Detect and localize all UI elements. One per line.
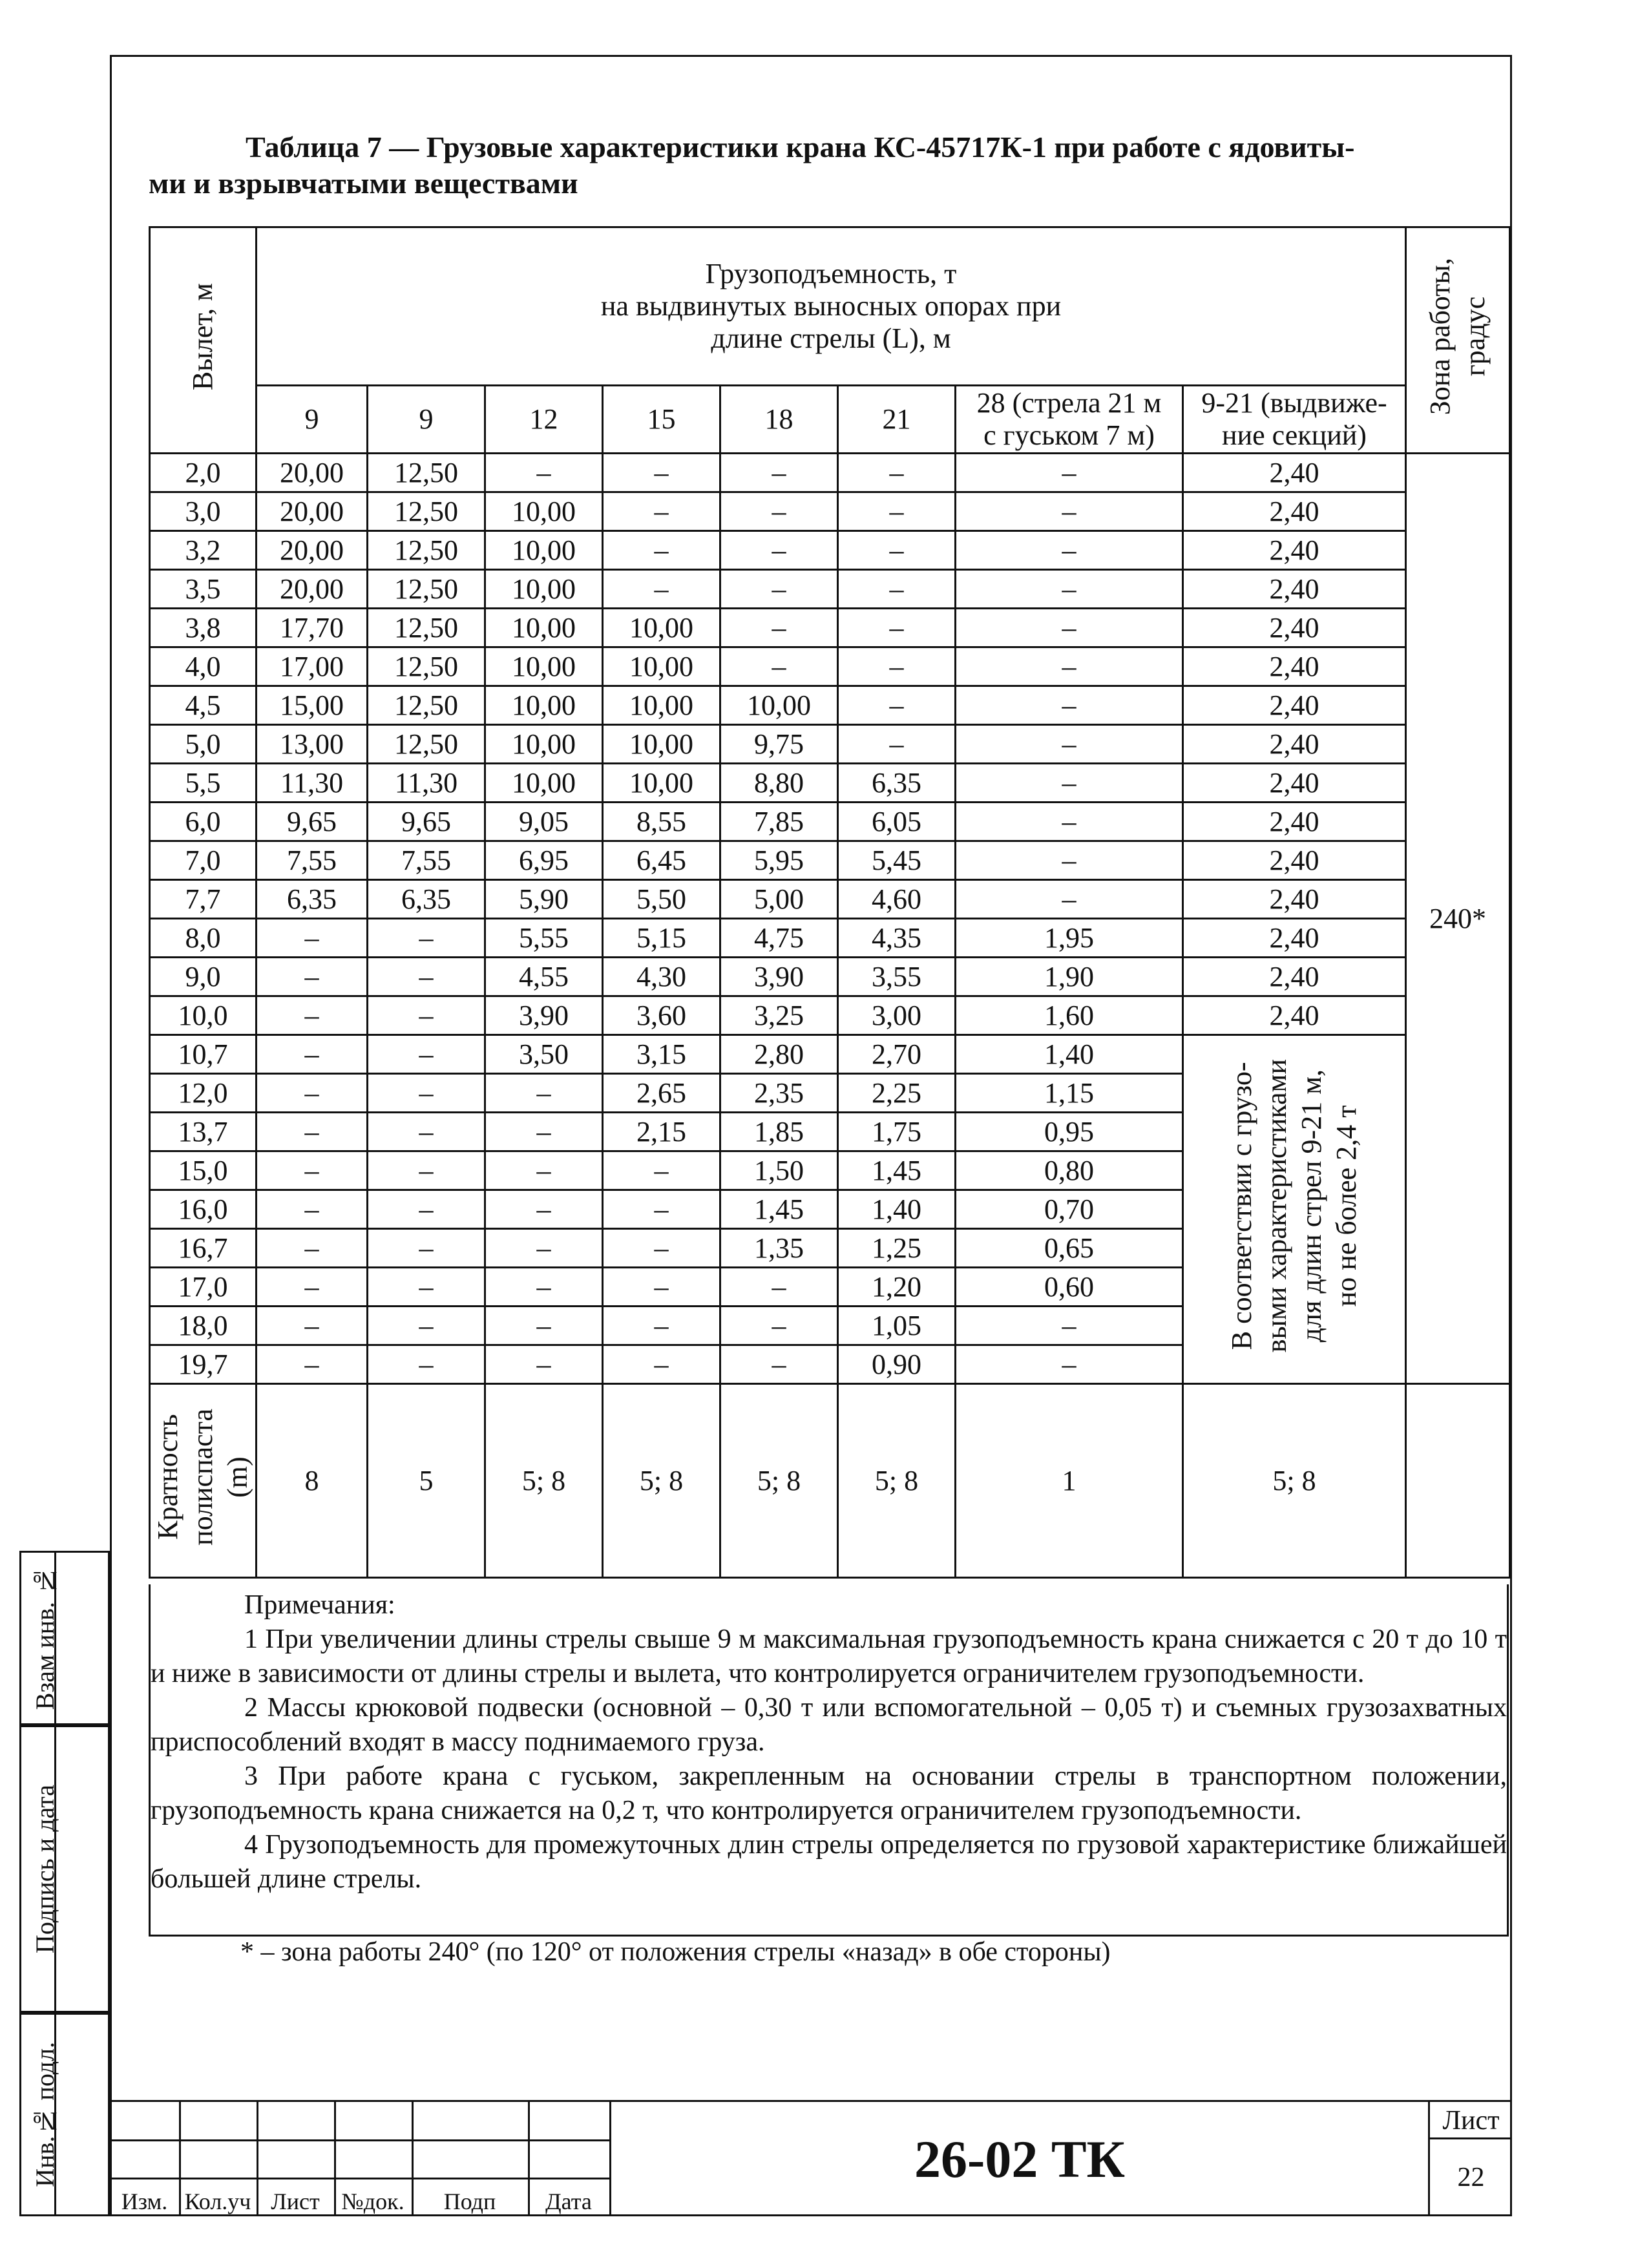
capacity-cell-9-21: 2,40 <box>1183 958 1406 996</box>
capacity-cell: 10,00 <box>485 609 603 647</box>
header-boom-18: 18 <box>720 386 838 454</box>
capacity-cell: 6,35 <box>838 764 956 803</box>
table-row <box>150 686 1510 725</box>
outreach-cell: 5,0 <box>150 725 257 764</box>
capacity-cell: – <box>720 1268 838 1307</box>
capacity-cell-9-21: 2,40 <box>1183 609 1406 647</box>
capacity-cell: – <box>956 454 1183 492</box>
outreach-cell: 17,0 <box>150 1268 257 1307</box>
capacity-cell: – <box>368 958 485 996</box>
capacity-cell: 5,50 <box>603 880 720 919</box>
capacity-cell: 9,65 <box>257 803 368 841</box>
capacity-cell: 1,90 <box>956 958 1183 996</box>
notes-block <box>149 1584 1509 1937</box>
capacity-cell: 0,95 <box>956 1113 1183 1151</box>
reeving-cell: 5; 8 <box>838 1384 956 1578</box>
capacity-cell: 3,00 <box>838 996 956 1035</box>
capacity-cell: 3,90 <box>485 996 603 1035</box>
capacity-cell: 3,15 <box>603 1035 720 1074</box>
capacity-cell: 4,55 <box>485 958 603 996</box>
capacity-cell: – <box>956 570 1183 609</box>
capacity-cell: – <box>603 1307 720 1345</box>
stamp-sign-date: Подпись и дата <box>19 1725 110 2013</box>
table-row <box>150 492 1510 531</box>
header-capacity: Грузоподъемность, т на выдвинутых выносных опорах при длине стрелы (L), м <box>257 227 1406 386</box>
capacity-cell: 12,50 <box>368 647 485 686</box>
capacity-cell: – <box>956 803 1183 841</box>
capacity-cell: 10,00 <box>603 686 720 725</box>
capacity-cell: 0,70 <box>956 1190 1183 1229</box>
capacity-cell: – <box>257 1074 368 1113</box>
capacity-cell: 10,00 <box>603 725 720 764</box>
capacity-cell: 7,55 <box>368 841 485 880</box>
capacity-cell: 3,60 <box>603 996 720 1035</box>
capacity-cell: 1,05 <box>838 1307 956 1345</box>
capacity-cell: 1,95 <box>956 919 1183 958</box>
reeving-cell: 5 <box>368 1384 485 1578</box>
reeving-cell: 1 <box>956 1384 1183 1578</box>
capacity-cell: 13,00 <box>257 725 368 764</box>
table-row <box>150 531 1510 570</box>
capacity-cell: 17,70 <box>257 609 368 647</box>
capacity-cell: 1,45 <box>720 1190 838 1229</box>
capacity-cell: 20,00 <box>257 570 368 609</box>
capacity-cell: 0,60 <box>956 1268 1183 1307</box>
capacity-cell: 1,50 <box>720 1151 838 1190</box>
header-boom-15: 15 <box>603 386 720 454</box>
header-boom-12: 12 <box>485 386 603 454</box>
capacity-cell: 1,85 <box>720 1113 838 1151</box>
reeving-row <box>150 1384 1510 1578</box>
capacity-cell: – <box>485 1190 603 1229</box>
outreach-cell: 2,0 <box>150 454 257 492</box>
capacity-cell: – <box>838 609 956 647</box>
capacity-cell: 12,50 <box>368 531 485 570</box>
outreach-cell: 5,5 <box>150 764 257 803</box>
capacity-cell: – <box>368 1268 485 1307</box>
revision-grid <box>110 2102 609 2216</box>
capacity-cell: 10,00 <box>603 764 720 803</box>
document-number: 26-02 ТК <box>609 2102 1430 2216</box>
capacity-cell: – <box>368 996 485 1035</box>
capacity-cell: – <box>720 1307 838 1345</box>
capacity-cell: 1,75 <box>838 1113 956 1151</box>
capacity-cell: 0,65 <box>956 1229 1183 1268</box>
outreach-cell: 3,5 <box>150 570 257 609</box>
table-row <box>150 880 1510 919</box>
outreach-cell: 18,0 <box>150 1307 257 1345</box>
note-3: 3 При работе крана с гуськом, закрепленным на основании стрелы в транспортном положении, грузоподъемность крана снижается на 0,2 т, что контролируется ограничителем грузоподъемности. <box>151 1761 1507 1825</box>
outreach-cell: 4,0 <box>150 647 257 686</box>
capacity-cell: 4,30 <box>603 958 720 996</box>
capacity-cell: – <box>368 1190 485 1229</box>
table-row <box>150 803 1510 841</box>
outreach-cell: 7,7 <box>150 880 257 919</box>
capacity-cell: – <box>720 531 838 570</box>
capacity-cell: 9,75 <box>720 725 838 764</box>
capacity-cell: 7,85 <box>720 803 838 841</box>
capacity-cell: – <box>838 686 956 725</box>
capacity-cell: 10,00 <box>603 609 720 647</box>
outreach-cell: 10,0 <box>150 996 257 1035</box>
capacity-cell: 6,35 <box>368 880 485 919</box>
capacity-cell-9-21: 2,40 <box>1183 841 1406 880</box>
capacity-cell-9-21: 2,40 <box>1183 647 1406 686</box>
capacity-cell: – <box>257 1229 368 1268</box>
capacity-cell: 1,40 <box>956 1035 1183 1074</box>
capacity-cell-9-21: 2,40 <box>1183 880 1406 919</box>
capacity-cell: 12,50 <box>368 686 485 725</box>
capacity-cell: – <box>838 531 956 570</box>
outreach-cell: 3,2 <box>150 531 257 570</box>
capacity-cell: 1,40 <box>838 1190 956 1229</box>
header-boom-21: 21 <box>838 386 956 454</box>
capacity-cell: – <box>257 996 368 1035</box>
capacity-cell: – <box>485 1268 603 1307</box>
capacity-cell: 3,50 <box>485 1035 603 1074</box>
outreach-cell: 6,0 <box>150 803 257 841</box>
note-1: 1 При увеличении длины стрелы свыше 9 м максимальная грузоподъемность крана снижается с 20 т до 10 т и ниже в зависимости от длины стрелы и вылета, что контролируется ограничителем грузоподъемности. <box>151 1624 1507 1688</box>
capacity-cell: 5,15 <box>603 919 720 958</box>
capacity-cell: – <box>956 764 1183 803</box>
capacity-cell: 11,30 <box>257 764 368 803</box>
note-4: 4 Грузоподъемность для промежуточных длин стрелы определяется по грузовой характеристике ближайшей большей длине стрелы. <box>151 1830 1507 1894</box>
merged-note-cell: В соответствии с грузо- выми характеристиками для длин стрел 9-21 м, но не более 2,4 т <box>1183 1035 1406 1384</box>
capacity-cell: – <box>838 570 956 609</box>
capacity-cell: – <box>368 1113 485 1151</box>
outreach-cell: 19,7 <box>150 1345 257 1384</box>
capacity-cell: – <box>720 609 838 647</box>
capacity-cell: – <box>368 1074 485 1113</box>
capacity-cell: 15,00 <box>257 686 368 725</box>
capacity-cell-9-21: 2,40 <box>1183 764 1406 803</box>
table-title <box>149 129 1506 202</box>
note-2: 2 Массы крюковой подвески (основной – 0,30 т или вспомогательной – 0,05 т) и съемных грузозахватных приспособлений входят в массу поднимаемого груза. <box>151 1693 1507 1757</box>
table-row <box>150 958 1510 996</box>
capacity-cell: 10,00 <box>485 725 603 764</box>
outreach-cell: 3,8 <box>150 609 257 647</box>
outreach-cell: 8,0 <box>150 919 257 958</box>
capacity-cell: 20,00 <box>257 454 368 492</box>
table-row <box>150 647 1510 686</box>
label-list: Лист <box>271 2189 320 2214</box>
capacity-cell: – <box>603 1229 720 1268</box>
capacity-cell: 10,00 <box>485 570 603 609</box>
capacity-cell: 10,00 <box>485 531 603 570</box>
outreach-cell: 13,7 <box>150 1113 257 1151</box>
capacity-cell: 5,45 <box>838 841 956 880</box>
table-row <box>150 570 1510 609</box>
capacity-cell: – <box>956 841 1183 880</box>
outreach-cell: 7,0 <box>150 841 257 880</box>
capacity-cell: 9,05 <box>485 803 603 841</box>
reeving-zone-empty <box>1406 1384 1510 1578</box>
capacity-cell: 2,25 <box>838 1074 956 1113</box>
capacity-cell: – <box>485 1345 603 1384</box>
table-row <box>150 996 1510 1035</box>
capacity-cell: – <box>603 454 720 492</box>
label-kol-uch: Кол.уч <box>184 2189 251 2214</box>
outreach-cell: 4,5 <box>150 686 257 725</box>
capacity-cell: 12,50 <box>368 609 485 647</box>
notes-heading: Примечания: <box>244 1590 395 1620</box>
capacity-cell: 3,90 <box>720 958 838 996</box>
reeving-label: Кратность полиспаста (m) <box>150 1384 257 1578</box>
capacity-cell: – <box>956 880 1183 919</box>
capacity-cell: – <box>257 1268 368 1307</box>
capacity-cell: 0,90 <box>838 1345 956 1384</box>
header-boom-9b: 9 <box>368 386 485 454</box>
outreach-cell: 15,0 <box>150 1151 257 1190</box>
capacity-cell: – <box>257 958 368 996</box>
table-row <box>150 454 1510 492</box>
sheet-label: Лист <box>1430 2102 1512 2139</box>
capacity-cell: 11,30 <box>368 764 485 803</box>
capacity-cell: 20,00 <box>257 531 368 570</box>
capacity-cell: – <box>956 609 1183 647</box>
capacity-cell: – <box>603 492 720 531</box>
capacity-cell: – <box>368 1345 485 1384</box>
capacity-cell: 12,50 <box>368 492 485 531</box>
capacity-cell: – <box>257 1190 368 1229</box>
capacity-cell-9-21: 2,40 <box>1183 570 1406 609</box>
stamp-inv-orig: Инв.№ подл. <box>19 2013 110 2216</box>
capacity-cell: – <box>956 647 1183 686</box>
capacity-cell: 2,70 <box>838 1035 956 1074</box>
outreach-cell: 10,7 <box>150 1035 257 1074</box>
capacity-cell: 6,95 <box>485 841 603 880</box>
capacity-cell: 0,80 <box>956 1151 1183 1190</box>
table-row <box>150 764 1510 803</box>
capacity-cell: 5,90 <box>485 880 603 919</box>
header-outreach: Вылет, м <box>150 227 257 454</box>
capacity-cell-9-21: 2,40 <box>1183 996 1406 1035</box>
load-chart-table <box>149 226 1511 1579</box>
outreach-cell: 16,0 <box>150 1190 257 1229</box>
capacity-cell: 1,35 <box>720 1229 838 1268</box>
capacity-cell: – <box>956 725 1183 764</box>
capacity-cell-9-21: 2,40 <box>1183 803 1406 841</box>
outreach-cell: 9,0 <box>150 958 257 996</box>
capacity-cell-9-21: 2,40 <box>1183 686 1406 725</box>
table-row <box>150 1035 1510 1074</box>
capacity-cell: – <box>838 454 956 492</box>
outreach-cell: 12,0 <box>150 1074 257 1113</box>
capacity-cell: 10,00 <box>485 492 603 531</box>
capacity-cell: 1,15 <box>956 1074 1183 1113</box>
capacity-cell: 10,00 <box>485 686 603 725</box>
capacity-cell: 9,65 <box>368 803 485 841</box>
label-podp: Подп <box>443 2189 496 2214</box>
table-row <box>150 609 1510 647</box>
capacity-cell: – <box>838 647 956 686</box>
capacity-cell-9-21: 2,40 <box>1183 492 1406 531</box>
reeving-cell: 8 <box>257 1384 368 1578</box>
capacity-cell: – <box>956 531 1183 570</box>
capacity-cell-9-21: 2,40 <box>1183 454 1406 492</box>
zone-value-cell: 240* <box>1406 454 1510 1384</box>
capacity-cell: 6,35 <box>257 880 368 919</box>
capacity-cell: 2,15 <box>603 1113 720 1151</box>
capacity-cell-9-21: 2,40 <box>1183 531 1406 570</box>
capacity-cell: 7,55 <box>257 841 368 880</box>
stamp-swap-inv: Взам инв. № <box>19 1551 110 1725</box>
sheet-number: 22 <box>1457 2163 1485 2192</box>
capacity-cell: – <box>368 1035 485 1074</box>
capacity-cell: – <box>956 1345 1183 1384</box>
capacity-cell: 5,00 <box>720 880 838 919</box>
capacity-cell: 3,55 <box>838 958 956 996</box>
capacity-cell: 1,25 <box>838 1229 956 1268</box>
capacity-cell: – <box>838 492 956 531</box>
header-boom-9a: 9 <box>257 386 368 454</box>
title-block <box>110 2100 1512 2216</box>
capacity-cell: – <box>720 454 838 492</box>
capacity-cell: 6,05 <box>838 803 956 841</box>
capacity-cell: 4,60 <box>838 880 956 919</box>
capacity-cell: 10,00 <box>485 647 603 686</box>
capacity-cell: 12,50 <box>368 725 485 764</box>
capacity-cell: – <box>368 1151 485 1190</box>
capacity-cell: – <box>603 570 720 609</box>
capacity-cell: – <box>603 1345 720 1384</box>
capacity-cell: 1,60 <box>956 996 1183 1035</box>
capacity-cell: – <box>368 919 485 958</box>
capacity-cell: – <box>485 454 603 492</box>
capacity-cell: 10,00 <box>603 647 720 686</box>
header-boom-28: 28 (стрела 21 м с гуськом 7 м) <box>956 386 1183 454</box>
capacity-cell: – <box>485 1151 603 1190</box>
capacity-cell: 4,75 <box>720 919 838 958</box>
capacity-cell: 2,80 <box>720 1035 838 1074</box>
capacity-cell-9-21: 2,40 <box>1183 919 1406 958</box>
table-row <box>150 919 1510 958</box>
capacity-cell: 12,50 <box>368 570 485 609</box>
title-line-2: ми и взрывчатыми веществами <box>149 167 578 200</box>
outreach-cell: 3,0 <box>150 492 257 531</box>
reeving-cell: 5; 8 <box>720 1384 838 1578</box>
outreach-cell: 16,7 <box>150 1229 257 1268</box>
capacity-cell: – <box>603 1151 720 1190</box>
capacity-cell: – <box>485 1074 603 1113</box>
capacity-cell: 2,65 <box>603 1074 720 1113</box>
capacity-cell: – <box>720 647 838 686</box>
header-zone: Зона работы, градус <box>1406 227 1510 454</box>
capacity-cell: – <box>603 1268 720 1307</box>
capacity-cell: – <box>485 1307 603 1345</box>
capacity-cell: – <box>257 1113 368 1151</box>
capacity-cell: 5,95 <box>720 841 838 880</box>
label-ndok: №док. <box>341 2189 404 2214</box>
capacity-cell: 10,00 <box>720 686 838 725</box>
capacity-cell: – <box>603 1190 720 1229</box>
capacity-cell: – <box>257 1345 368 1384</box>
capacity-cell: 6,45 <box>603 841 720 880</box>
capacity-cell: 2,35 <box>720 1074 838 1113</box>
header-boom-9-21: 9-21 (выдвиже- ние секций) <box>1183 386 1406 454</box>
capacity-cell: – <box>368 1307 485 1345</box>
capacity-cell: – <box>368 1229 485 1268</box>
capacity-cell: 17,00 <box>257 647 368 686</box>
capacity-cell: 12,50 <box>368 454 485 492</box>
capacity-cell: – <box>257 1307 368 1345</box>
label-izm: Изм. <box>121 2189 168 2214</box>
capacity-cell: – <box>720 1345 838 1384</box>
label-data: Дата <box>545 2189 592 2214</box>
capacity-cell: – <box>956 1307 1183 1345</box>
capacity-cell: – <box>956 492 1183 531</box>
title-line-1: Таблица 7 — Грузовые характеристики крана КС-45717К-1 при работе с ядовиты- <box>246 131 1355 163</box>
capacity-cell: – <box>720 492 838 531</box>
capacity-cell: 1,45 <box>838 1151 956 1190</box>
capacity-cell: – <box>257 1035 368 1074</box>
table-row <box>150 725 1510 764</box>
capacity-cell: – <box>485 1113 603 1151</box>
capacity-cell: – <box>485 1229 603 1268</box>
capacity-cell: 8,55 <box>603 803 720 841</box>
table-row <box>150 841 1510 880</box>
capacity-cell: 10,00 <box>485 764 603 803</box>
capacity-cell: 3,25 <box>720 996 838 1035</box>
capacity-cell: 1,20 <box>838 1268 956 1307</box>
capacity-cell: – <box>956 686 1183 725</box>
capacity-cell: – <box>838 725 956 764</box>
capacity-cell: – <box>603 531 720 570</box>
capacity-cell-9-21: 2,40 <box>1183 725 1406 764</box>
reeving-cell: 5; 8 <box>1183 1384 1406 1578</box>
capacity-cell: 5,55 <box>485 919 603 958</box>
reeving-cell: 5; 8 <box>603 1384 720 1578</box>
capacity-cell: 4,35 <box>838 919 956 958</box>
footnote: * – зона работы 240° (по 120° от положения стрелы «назад» в обе стороны) <box>240 1937 1111 1967</box>
capacity-cell: – <box>720 570 838 609</box>
capacity-cell: – <box>257 1151 368 1190</box>
capacity-cell: – <box>257 919 368 958</box>
capacity-cell: 20,00 <box>257 492 368 531</box>
reeving-cell: 5; 8 <box>485 1384 603 1578</box>
capacity-cell: 8,80 <box>720 764 838 803</box>
